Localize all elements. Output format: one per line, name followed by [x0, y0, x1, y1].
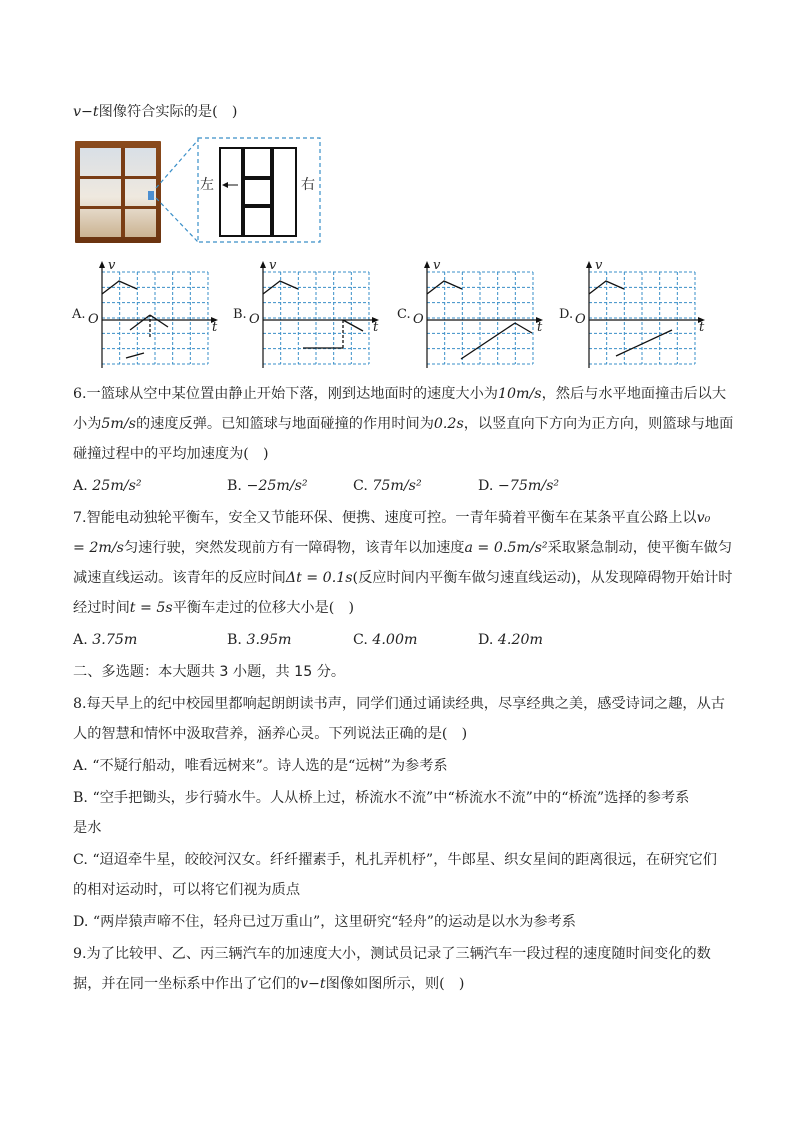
door-stile-left: [241, 148, 245, 236]
door-frame-mid: [121, 148, 125, 237]
q7-choice-a[interactable]: A. 3.75m: [73, 632, 138, 648]
q6-text: ，然后与水平地面撞击后以大: [541, 386, 727, 402]
door-rail: [241, 204, 274, 208]
var-t: t: [92, 104, 99, 120]
door-stile-right: [270, 148, 274, 236]
q6-choice-a[interactable]: A. 25m/s²: [73, 478, 142, 494]
origin-label: O: [413, 312, 424, 327]
v-axis-label: v: [108, 258, 116, 273]
sliding-door-photo: [75, 141, 161, 243]
question5-stem-end: [73, 101, 237, 123]
q7-line3: 减速直线运动。该青年的反应时间Δt = 0.1s(反应时间内平衡车做匀速直线运动)，从发现障碍物开始计时: [73, 570, 733, 586]
q6-line2: [73, 413, 733, 435]
t-axis-label: t: [373, 320, 379, 335]
q6-text: 碰撞过程中的平均加速度为( ): [73, 446, 269, 462]
q6-value: 10m/s: [497, 386, 542, 402]
q9-line1: 9.为了比较甲、乙、丙三辆汽车的加速度大小，测试员记录了三辆汽车一段过程的速度随时间变化的数: [73, 946, 711, 962]
minus: −: [81, 104, 93, 120]
q6-line3: [73, 443, 269, 465]
option-label: A.: [72, 307, 86, 322]
v-axis-arrow: [424, 261, 430, 268]
q8-option-b[interactable]: B. “空手把锄头，步行骑水牛。人从桥上过，桥流水不流”中“桥流水不流”中的“桥流”选择的参考系: [73, 790, 690, 806]
q8-option-b-cont: 是水: [73, 820, 102, 836]
zoom-line-top: [156, 140, 198, 188]
zoom-line-bottom: [156, 198, 198, 242]
q7-line4: 经过时间t = 5s平衡车走过的位移大小是( ): [73, 600, 355, 616]
q6-choice-c[interactable]: C. 75m/s²: [353, 478, 422, 494]
q6-choice-b[interactable]: B. −25m/s²: [227, 478, 308, 494]
origin-label: O: [575, 312, 586, 327]
q7-choice-b[interactable]: B. 3.95m: [227, 632, 292, 648]
q6-text: 6.一篮球从空中某位置由静止开始下落，刚到达地面时的速度大小为: [73, 386, 498, 402]
q7-line1: 7.智能电动独轮平衡车，安全又节能环保、便携、速度可控。一青年骑着平衡车在某条平直公路上以v₀: [73, 510, 711, 526]
left-label: 左: [200, 177, 214, 193]
var-v: v: [73, 104, 82, 120]
q8-option-c[interactable]: C. “迢迢牵牛星，皎皎河汉女。纤纤擢素手，札扎弄机杼”，牛郎星、织女星间的距离很远，在研究它们: [73, 852, 717, 868]
section-heading-multi-choice: 二、多选题：本大题共 3 小题，共 15 分。: [73, 664, 346, 680]
vt-graph-option-c[interactable]: [397, 260, 547, 370]
q6-line1: [73, 383, 726, 405]
vt-curve-segment: [130, 315, 150, 330]
q9-line2: 据，并在同一坐标系中作出了它们的v−t图像如图所示，则( ): [73, 976, 465, 992]
origin-label: O: [249, 312, 260, 327]
q8-line2: 人的智慧和情怀中汲取营养，涵养心灵。下列说法正确的是( ): [73, 726, 468, 742]
q7-choice-d[interactable]: D. 4.20m: [478, 632, 543, 648]
q6-value: 0.2s: [433, 416, 464, 432]
v-axis-arrow: [99, 261, 105, 268]
option-label: C.: [397, 307, 411, 322]
arrow-head: [222, 182, 228, 188]
door-outline: [220, 148, 296, 236]
vt-curve-segment: [126, 353, 144, 358]
q6-choice-d[interactable]: D. −75m/s²: [478, 478, 560, 494]
vt-curve-segment: [343, 320, 363, 331]
v-axis-label: v: [433, 258, 441, 273]
origin-label: O: [88, 312, 99, 327]
q6-text: 的速度反弹。已知篮球与地面碰撞的作用时间为: [135, 416, 434, 432]
q6-value: 5m/s: [101, 416, 136, 432]
t-axis-label: t: [212, 320, 218, 335]
q6-text: 小为: [73, 416, 102, 432]
stem-text: 图像符合实际的是( ): [98, 104, 238, 120]
vt-curve-segment: [150, 315, 168, 327]
right-label: 右: [301, 177, 315, 193]
option-label: D.: [559, 307, 574, 322]
vt-graph-option-b[interactable]: [233, 260, 383, 370]
q6-text: ，以竖直向下方向为正方向，则篮球与地面: [463, 416, 734, 432]
q8-option-c-cont: 的相对运动时，可以将它们视为质点: [73, 882, 301, 898]
option-label: B.: [233, 307, 247, 322]
vt-graph-option-a[interactable]: [72, 260, 222, 370]
q7-line2: = 2m/s匀速行驶，突然发现前方有一障碍物，该青年以加速度a = 0.5m/s²采取紧急制动，使平衡车做匀: [73, 540, 733, 556]
q8-line1: 8.每天早上的纪中校园里都响起朗朗读书声，同学们通过诵读经典，尽享经典之美，感受诗词之趣，从古: [73, 696, 725, 712]
v-axis-arrow: [260, 261, 266, 268]
door-glass: [80, 148, 156, 237]
vt-graph-option-d[interactable]: [559, 260, 709, 370]
q7-choice-c[interactable]: C. 4.00m: [353, 632, 418, 648]
vt-curve-segment: [461, 323, 515, 359]
q8-option-a[interactable]: A. “不疑行船动，唯看远树来”。诗人选的是“远树”为参考系: [73, 758, 448, 774]
door-frame-bar: [80, 176, 156, 179]
door-zoom-diagram: [150, 136, 325, 248]
vt-curve-segment: [515, 323, 532, 333]
door-frame-bar: [80, 206, 156, 209]
v-axis-label: v: [595, 258, 603, 273]
door-rail: [241, 176, 274, 180]
v-axis-label: v: [269, 258, 277, 273]
t-axis-label: t: [537, 320, 543, 335]
q8-option-d[interactable]: D. “两岸猿声啼不住，轻舟已过万重山”，这里研究“轻舟”的运动是以水为参考系: [73, 914, 576, 930]
v-axis-arrow: [586, 261, 592, 268]
t-axis-label: t: [699, 320, 705, 335]
